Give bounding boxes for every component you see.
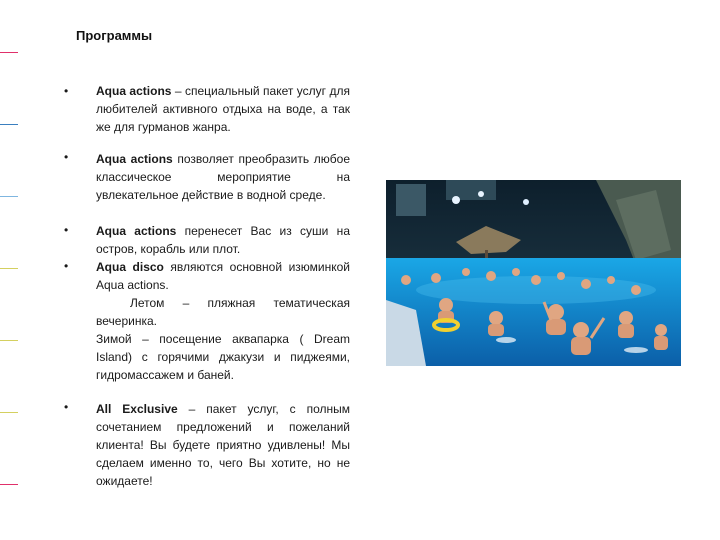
bullet-3: • xyxy=(64,223,69,237)
pool-party-illustration xyxy=(386,180,681,366)
paragraph-winter: Зимой – посещение аквапарка ( Dream Island) с горячими джакузи и пиджеями, гидромассажем и баней. xyxy=(96,332,350,382)
edge-mark-1 xyxy=(0,52,18,53)
paragraph-aqua-actions-island: Aqua actions перенесет Вас из суши на остров, корабль или плот. xyxy=(96,224,350,256)
edge-mark-2 xyxy=(0,124,18,125)
paragraph-aqua-disco: Aqua disco являются основной изюминкой Aqua actions. xyxy=(96,260,350,292)
edge-mark-7 xyxy=(0,484,18,485)
paragraph-aqua-actions-transform: Aqua actions позволяет преобразить любое классическое мероприятие на увлекательное действие в водной среде. xyxy=(96,152,350,202)
paragraph-summer: Летом – пляжная тематическая вечеринка. xyxy=(96,296,350,328)
paragraph-all-exclusive: All Exclusive – пакет услуг, с полным сочетанием предложений и пожеланий клиента! Вы будете приятно удивлены! Мы сделаем именно то, чего Вы хотите, но не ожидаете! xyxy=(96,402,350,488)
pool-party-photo xyxy=(386,180,681,366)
bullet-2: • xyxy=(64,150,69,164)
edge-mark-5 xyxy=(0,340,18,341)
edge-mark-4 xyxy=(0,268,18,269)
bullet-5: • xyxy=(64,400,69,414)
paragraph-aqua-actions-package: Aqua actions – специальный пакет услуг для любителей активного отдыха на воде, а так же для гурманов жанра. xyxy=(96,84,350,134)
edge-mark-3 xyxy=(0,196,18,197)
slide-title: Программы xyxy=(76,28,153,43)
bullet-1: • xyxy=(64,84,69,98)
edge-mark-6 xyxy=(0,412,18,413)
bullet-4: • xyxy=(64,259,69,273)
